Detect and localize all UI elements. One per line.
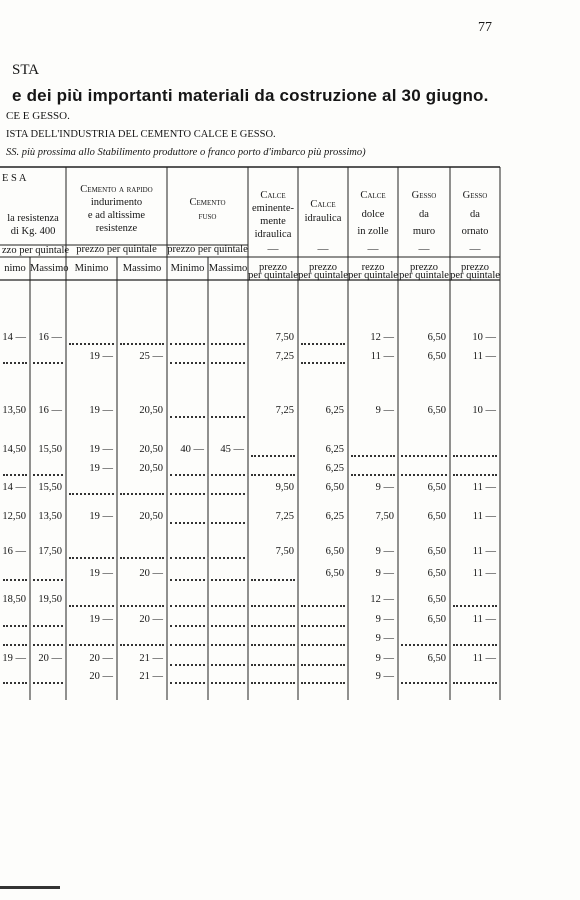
cell-dolce: 9 — — [375, 633, 394, 644]
leader-dots — [301, 664, 345, 666]
leader-dots — [3, 644, 27, 646]
cell-rmin: 19 — — [89, 444, 113, 455]
leader-dots — [401, 682, 447, 684]
leader-dots — [251, 579, 295, 581]
leader-dots — [120, 605, 164, 607]
calce-idr-sub-1: prezzo — [309, 262, 337, 273]
leader-dots — [3, 362, 27, 364]
leader-dots — [301, 362, 345, 364]
cell-dolce: 12 — — [370, 594, 394, 605]
cell-dolce: 9 — — [375, 482, 394, 493]
cell-rmin: 19 — — [89, 351, 113, 362]
leader-dots — [301, 625, 345, 627]
gesso-muro-line-2: muro — [412, 226, 436, 237]
cell-idr: 6,25 — [325, 463, 344, 474]
cell-dolce: 7,50 — [375, 511, 394, 522]
cell-idr: 6,50 — [325, 482, 344, 493]
cell-emin: 7,25 — [275, 405, 294, 416]
cell-muro: 6,50 — [427, 351, 446, 362]
calce-idr-line-2: idraulica — [304, 213, 342, 224]
cell-rmax: 21 — — [139, 653, 163, 664]
gesso-ornato-sub-1: prezzo — [461, 262, 489, 273]
calce-idr-title: Calce — [310, 199, 336, 210]
calce-idr-sub-2: per quintale — [298, 270, 348, 281]
cell-rmin: 19 — — [89, 568, 113, 579]
leader-dots — [453, 605, 497, 607]
leader-dots — [251, 455, 295, 457]
calce-idr-dash: — — [317, 243, 329, 255]
gesso-ornato-title: Gesso — [462, 190, 488, 201]
cell-muro: 6,50 — [427, 614, 446, 625]
leader-dots — [251, 682, 295, 684]
leader-dots — [3, 579, 27, 581]
calce-dolce-line-1: dolce — [361, 209, 385, 220]
col0-max-header: Massimo — [30, 263, 69, 274]
leader-dots — [120, 644, 164, 646]
leader-dots — [3, 474, 27, 476]
leader-dots — [351, 474, 395, 476]
leader-dots — [170, 474, 205, 476]
leader-dots — [33, 362, 63, 364]
col0-min-header: nimo — [4, 263, 26, 274]
cell-rmax: 20,50 — [139, 511, 163, 522]
cell-c0min: 14 — — [2, 482, 26, 493]
cell-c0min: 12,50 — [2, 511, 26, 522]
leader-dots — [120, 343, 164, 345]
rapid-subheader: prezzo per quintale — [76, 244, 157, 255]
cell-emin: 9,50 — [275, 482, 294, 493]
page-title: e dei più importanti materiali da costruzione al 30 giugno. — [12, 86, 489, 105]
cell-rmax: 25 — — [139, 351, 163, 362]
cell-idr: 6,25 — [325, 444, 344, 455]
leader-dots — [211, 605, 245, 607]
cell-rmax: 21 — — [139, 671, 163, 682]
cell-muro: 6,50 — [427, 546, 446, 557]
leader-dots — [453, 455, 497, 457]
rapid-line-2: e ad altissime — [87, 210, 146, 221]
calce-dolce-sub-2: per quintale — [348, 270, 398, 281]
rapid-title: Cemento a rapido — [80, 184, 153, 195]
leader-dots — [69, 557, 114, 559]
cell-dolce: 9 — — [375, 405, 394, 416]
leader-dots — [251, 605, 295, 607]
calce-emin-dash: — — [267, 243, 279, 255]
leader-dots — [301, 644, 345, 646]
gesso-ornato-line-2: ornato — [461, 226, 489, 237]
cell-dolce: 9 — — [375, 653, 394, 664]
leader-dots — [120, 493, 164, 495]
leader-dots — [211, 644, 245, 646]
fuso-min-header: Minimo — [170, 263, 205, 274]
gesso-muro-dash: — — [418, 243, 430, 255]
leader-dots — [251, 644, 295, 646]
leader-dots — [351, 455, 395, 457]
cell-idr: 6,50 — [325, 568, 344, 579]
leader-dots — [69, 493, 114, 495]
cell-rmax: 20 — — [139, 614, 163, 625]
calce-emin-sub-2: per quintale — [248, 270, 298, 281]
rapid-max-header: Massimo — [122, 263, 162, 274]
leader-dots — [33, 474, 63, 476]
leader-dots — [211, 343, 245, 345]
cell-dolce: 9 — — [375, 546, 394, 557]
leader-dots — [211, 579, 245, 581]
cell-ornato: 10 — — [472, 332, 496, 343]
cell-emin: 7,25 — [275, 351, 294, 362]
rapid-line-1: indurimento — [90, 197, 143, 208]
leader-dots — [170, 579, 205, 581]
leader-dots — [301, 343, 345, 345]
cell-c0max: 19,50 — [38, 594, 62, 605]
leader-dots — [33, 579, 63, 581]
leader-dots — [251, 625, 295, 627]
leader-dots — [211, 682, 245, 684]
col0-line-1: la resistenza — [7, 213, 59, 224]
cell-c0max: 16 — — [38, 405, 62, 416]
leader-dots — [69, 605, 114, 607]
leader-dots — [251, 664, 295, 666]
leader-dots — [170, 343, 205, 345]
cell-emin: 7,50 — [275, 546, 294, 557]
calce-emin-title: Calce — [260, 190, 286, 201]
leader-dots — [401, 455, 447, 457]
leader-dots — [170, 493, 205, 495]
leader-dots — [170, 522, 205, 524]
note-line: SS. più prossima allo Stabilimento produttore o franco porto d'imbarco più prossimo) — [6, 147, 366, 158]
leader-dots — [69, 343, 114, 345]
cell-muro: 6,50 — [427, 482, 446, 493]
cell-dolce: 9 — — [375, 614, 394, 625]
leader-dots — [301, 605, 345, 607]
cell-c0max: 16 — — [38, 332, 62, 343]
cell-rmin: 19 — — [89, 463, 113, 474]
cell-rmax: 20,50 — [139, 463, 163, 474]
header-fragment: STA — [12, 62, 40, 78]
leader-dots — [170, 416, 205, 418]
leader-dots — [170, 625, 205, 627]
cell-dolce: 9 — — [375, 568, 394, 579]
leader-dots — [211, 416, 245, 418]
leader-dots — [33, 625, 63, 627]
cell-ornato: 11 — — [472, 546, 496, 557]
col0-subheader: zzo per quintale — [2, 245, 70, 256]
gesso-ornato-line-1: da — [470, 209, 480, 220]
calce-emin-line-1: eminente- — [252, 203, 294, 214]
cell-c0max: 17,50 — [38, 546, 62, 557]
leader-dots — [170, 557, 205, 559]
cell-ornato: 11 — — [472, 653, 496, 664]
leader-dots — [170, 644, 205, 646]
leader-dots — [211, 474, 245, 476]
cell-emin: 7,25 — [275, 511, 294, 522]
calce-dolce-dash: — — [367, 243, 379, 255]
calce-dolce-sub-1: rezzo — [361, 262, 385, 273]
leader-dots — [453, 644, 497, 646]
leader-dots — [33, 682, 63, 684]
cell-ornato: 11 — — [472, 511, 496, 522]
cell-c0min: 16 — — [2, 546, 26, 557]
leader-dots — [211, 493, 245, 495]
leader-dots — [170, 605, 205, 607]
cell-rmin: 20 — — [89, 653, 113, 664]
leader-dots — [211, 557, 245, 559]
cell-ornato: 10 — — [472, 405, 496, 416]
fuso-subheader: prezzo per quintale — [167, 244, 248, 255]
cell-rmax: 20 — — [139, 568, 163, 579]
leader-dots — [211, 522, 245, 524]
leader-dots — [170, 664, 205, 666]
cell-c0min: 18,50 — [2, 594, 26, 605]
gesso-muro-sub-1: prezzo — [410, 262, 438, 273]
calce-dolce-title: Calce — [360, 190, 386, 201]
rapid-min-header: Minimo — [74, 263, 109, 274]
leader-dots — [211, 664, 245, 666]
cell-c0max: 15,50 — [38, 444, 62, 455]
cell-rmin: 19 — — [89, 614, 113, 625]
cell-dolce: 12 — — [370, 332, 394, 343]
rapid-line-3: resistenze — [95, 223, 138, 234]
cell-rmin: 20 — — [89, 671, 113, 682]
cell-muro: 6,50 — [427, 653, 446, 664]
gesso-muro-sub-2: per quintale — [399, 270, 449, 281]
fuso-line-2: fuso — [198, 211, 217, 222]
cell-c0min: 14 — — [2, 332, 26, 343]
gesso-ornato-dash: — — [469, 243, 481, 255]
cell-ornato: 11 — — [472, 482, 496, 493]
cell-idr: 6,25 — [325, 405, 344, 416]
cell-muro: 6,50 — [427, 568, 446, 579]
cell-c0max: 13,50 — [38, 511, 62, 522]
leader-dots — [301, 682, 345, 684]
cell-ornato: 11 — — [472, 351, 496, 362]
calce-emin-sub-1: prezzo — [259, 262, 287, 273]
calce-emin-line-3: idraulica — [254, 229, 292, 240]
cell-dolce: 11 — — [370, 351, 394, 362]
cell-c0min: 14,50 — [2, 444, 26, 455]
leader-dots — [453, 682, 497, 684]
cell-rmax: 20,50 — [139, 405, 163, 416]
col0-line-2: di Kg. 400 — [10, 226, 56, 237]
leader-dots — [401, 644, 447, 646]
fuso-title: Cemento — [189, 197, 226, 208]
leader-dots — [251, 474, 295, 476]
fuso-max-header: Massimo — [208, 263, 248, 274]
cell-rmin: 19 — — [89, 405, 113, 416]
leader-dots — [33, 644, 63, 646]
source-line: ISTA DELL'INDUSTRIA DEL CEMENTO CALCE E GESSO. — [6, 129, 276, 140]
cell-rmin: 19 — — [89, 511, 113, 522]
leader-dots — [211, 362, 245, 364]
cell-muro: 6,50 — [427, 405, 446, 416]
gesso-muro-line-1: da — [419, 209, 429, 220]
cell-fmin: 40 — — [180, 444, 204, 455]
leader-dots — [401, 474, 447, 476]
cell-idr: 6,25 — [325, 511, 344, 522]
cell-c0max: 20 — — [38, 653, 62, 664]
leader-dots — [211, 625, 245, 627]
section-subtitle: CE E GESSO. — [6, 110, 70, 122]
cell-c0min: 19 — — [2, 653, 26, 664]
cell-c0min: 13,50 — [2, 405, 26, 416]
leader-dots — [3, 682, 27, 684]
cell-fmax: 45 — — [220, 444, 244, 455]
cell-ornato: 11 — — [472, 614, 496, 625]
leader-dots — [453, 474, 497, 476]
footer-rule — [0, 886, 60, 889]
gesso-muro-title: Gesso — [411, 190, 437, 201]
leader-dots — [69, 644, 114, 646]
cell-rmax: 20,50 — [139, 444, 163, 455]
cell-idr: 6,50 — [325, 546, 344, 557]
gesso-ornato-sub-2: per quintale — [450, 270, 500, 281]
col0-header: E S A — [2, 173, 27, 184]
cell-dolce: 9 — — [375, 671, 394, 682]
cell-c0max: 15,50 — [38, 482, 62, 493]
leader-dots — [170, 682, 205, 684]
cell-ornato: 11 — — [472, 568, 496, 579]
leader-dots — [3, 625, 27, 627]
leader-dots — [170, 362, 205, 364]
cell-muro: 6,50 — [427, 594, 446, 605]
cell-emin: 7,50 — [275, 332, 294, 343]
cell-muro: 6,50 — [427, 332, 446, 343]
calce-dolce-line-2: in zolle — [357, 226, 389, 237]
calce-emin-line-2: mente — [260, 216, 286, 227]
page-number: 77 — [478, 20, 492, 35]
leader-dots — [120, 557, 164, 559]
cell-muro: 6,50 — [427, 511, 446, 522]
